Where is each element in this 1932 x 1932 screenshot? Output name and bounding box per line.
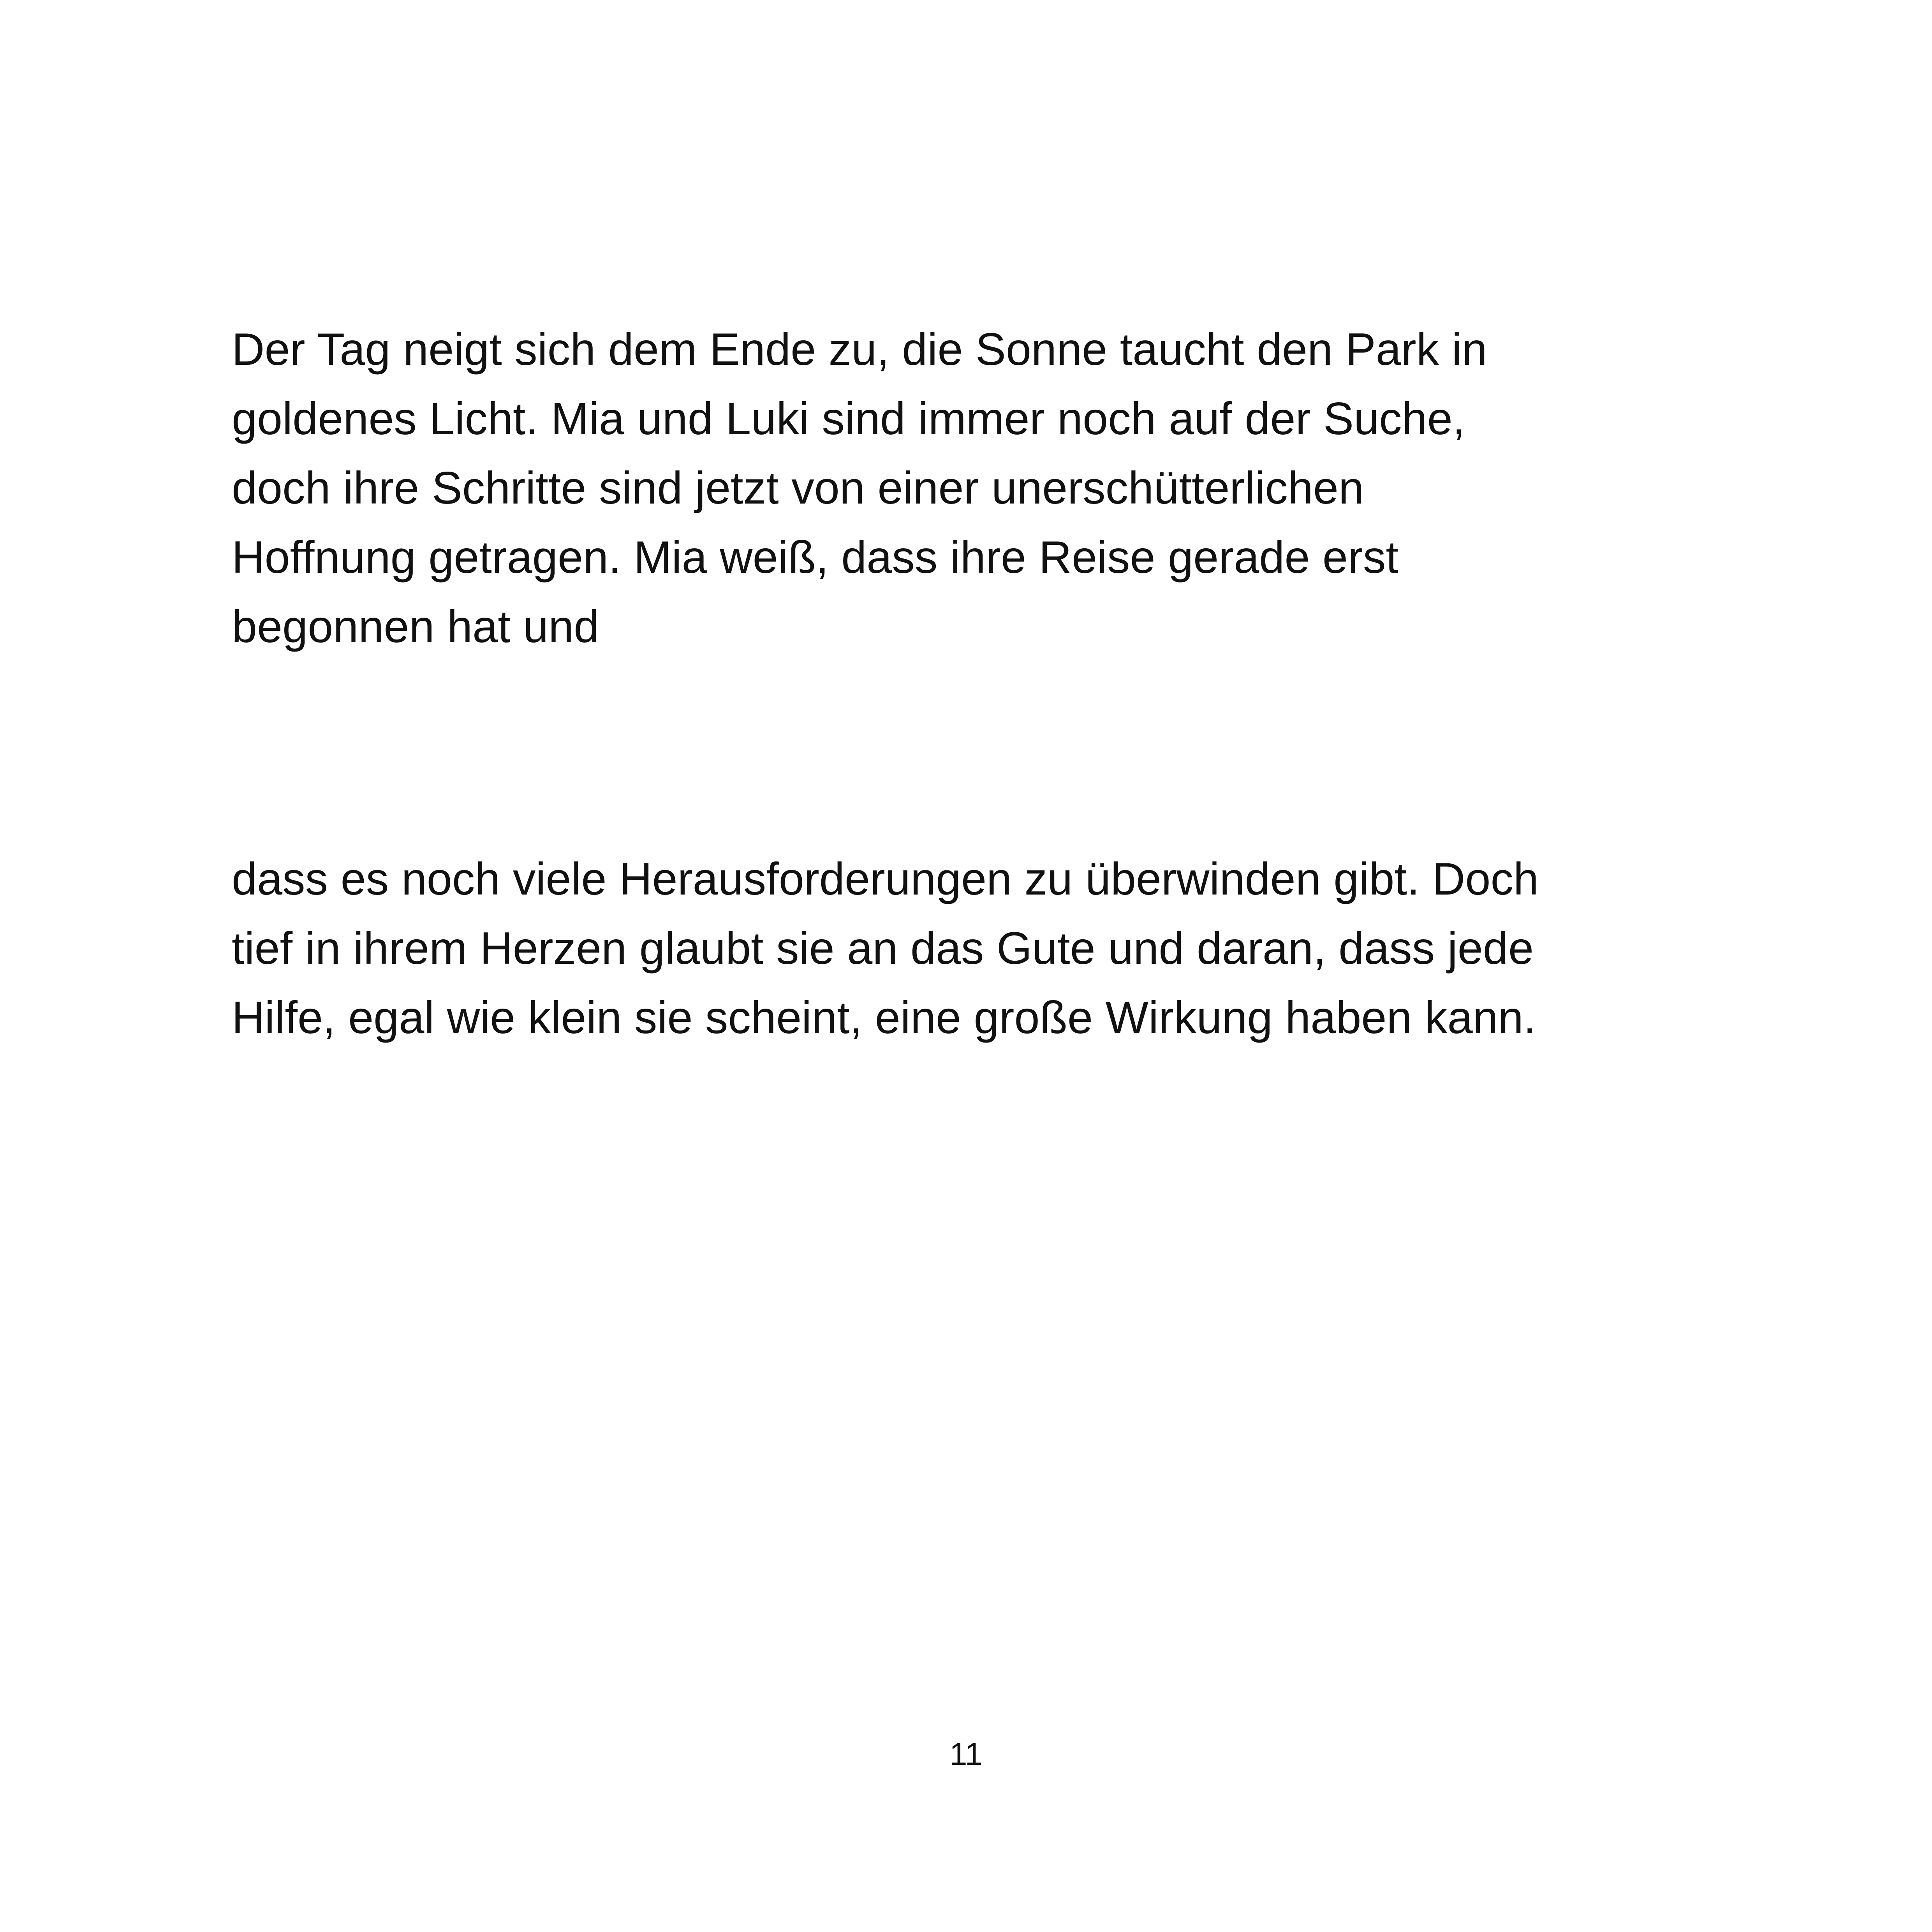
paragraph-line: Hoffnung getragen. Mia weiß, dass ihre Reise gerade erst: [232, 532, 1398, 583]
paragraph-line: tief in ihrem Herzen glaubt sie an das Gute und daran, dass jede: [232, 923, 1534, 974]
paragraph-line: Der Tag neigt sich dem Ende zu, die Sonne taucht den Park in: [232, 324, 1487, 375]
paragraph-line: goldenes Licht. Mia und Luki sind immer noch auf der Suche,: [232, 393, 1465, 444]
paragraph-line: doch ihre Schritte sind jetzt von einer unerschütterlichen: [232, 462, 1364, 513]
page-number: 11: [949, 1737, 983, 1772]
paragraph-line: Hilfe, egal wie klein sie scheint, eine große Wirkung haben kann.: [232, 992, 1536, 1043]
paragraph-2: [232, 844, 1751, 1052]
paragraph-1: [232, 315, 1751, 661]
paragraph-line: dass es noch viele Herausforderungen zu überwinden gibt. Doch: [232, 853, 1539, 904]
paragraph-line: begonnen hat und: [232, 601, 599, 652]
